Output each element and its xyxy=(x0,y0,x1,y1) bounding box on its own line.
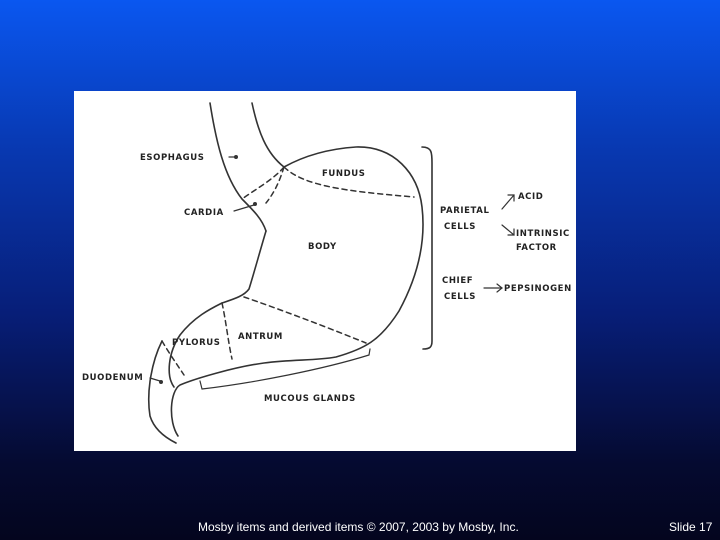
footer-copyright: Mosby items and derived items © 2007, 2003 by Mosby, Inc. xyxy=(198,520,519,534)
label-esophagus: ESOPHAGUS xyxy=(140,153,205,163)
secretion-bracket xyxy=(422,147,432,349)
esophagus-right-wall xyxy=(252,103,284,167)
esophagus-pointer-dot xyxy=(234,155,238,159)
label-chief-cells-line2: CELLS xyxy=(444,292,476,302)
greater-curvature xyxy=(171,147,423,436)
label-cardia: CARDIA xyxy=(184,208,224,218)
slide-number: Slide 17 xyxy=(669,520,713,534)
pylorus-boundary xyxy=(222,303,232,359)
label-acid: ACID xyxy=(518,192,544,202)
intrinsic-arrow xyxy=(502,225,514,235)
label-parietal-cells-line1: PARIETAL xyxy=(440,206,490,216)
cardia-boundary-upper xyxy=(242,167,284,199)
label-mucous-glands: MUCOUS GLANDS xyxy=(264,394,356,404)
acid-arrow xyxy=(502,195,514,209)
label-antrum: ANTRUM xyxy=(238,332,283,342)
cardia-pointer-dot xyxy=(253,202,257,206)
label-pepsinogen: PEPSINOGEN xyxy=(504,284,572,294)
cardia-boundary-lower xyxy=(266,167,284,203)
label-intrinsic-factor-line1: INTRINSIC xyxy=(516,229,570,239)
stomach-drawing xyxy=(74,91,576,451)
label-fundus: FUNDUS xyxy=(322,169,366,179)
label-chief-cells-line1: CHIEF xyxy=(442,276,474,286)
label-body: BODY xyxy=(308,242,337,252)
duodenum-pointer xyxy=(150,378,160,381)
lesser-curvature xyxy=(169,231,266,387)
label-parietal-cells-line2: CELLS xyxy=(444,222,476,232)
stomach-diagram xyxy=(74,91,576,451)
label-duodenum: DUODENUM xyxy=(82,373,144,383)
duodenum-pointer-dot xyxy=(159,380,163,384)
label-pylorus: PYLORUS xyxy=(172,338,221,348)
label-intrinsic-factor-line2: FACTOR xyxy=(516,243,557,253)
